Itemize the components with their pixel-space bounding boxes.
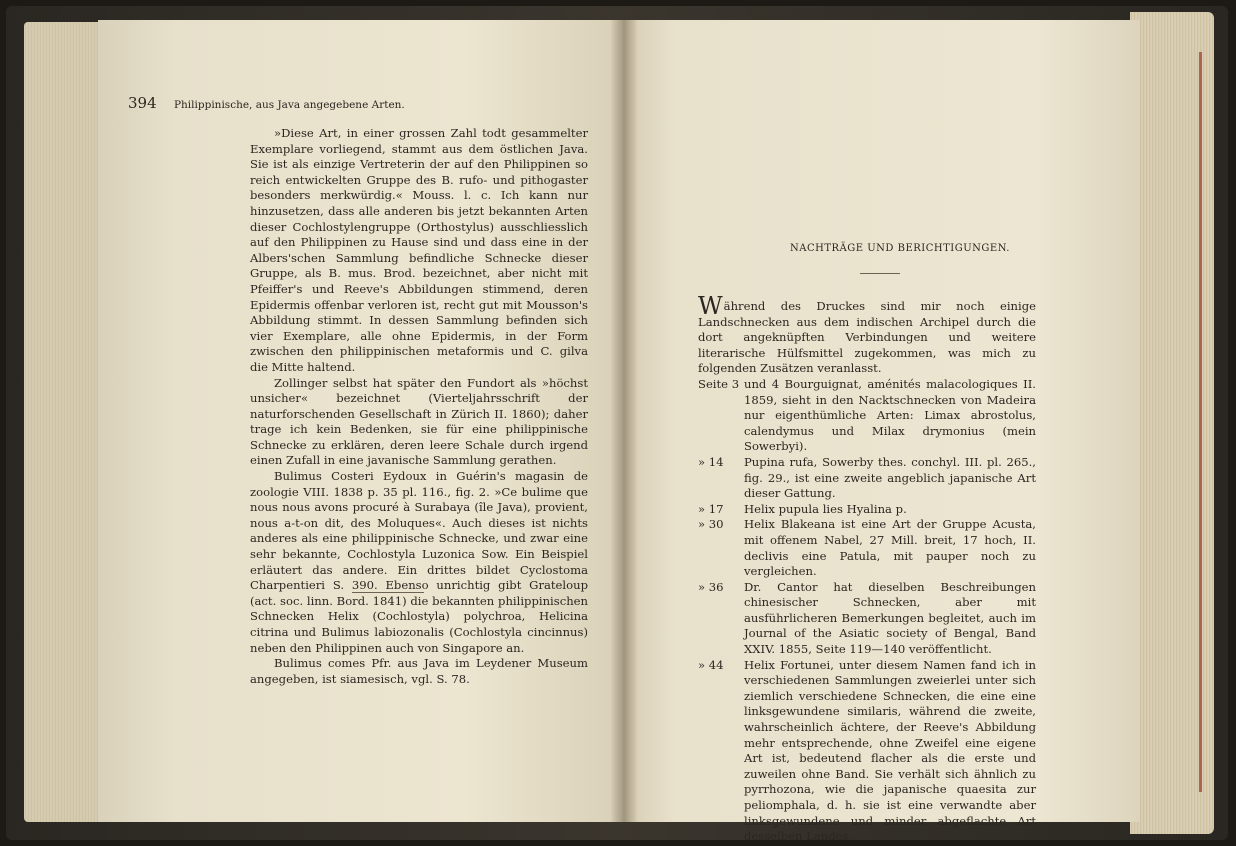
entry-label: » 44: [698, 657, 724, 672]
paragraph: Bulimus Costeri Eydoux in Guérin's magasin de zoologie VIII. 1838 p. 35 pl. 116., fig. 2. »Ce bulime que nous nous avons procuré à Surabaya (île Java), provient, nous a-t-on dit, des Moluques«. Auch dieses ist nichts anderes als eine philippinische Schnecke, und zwar eine sehr bekannte, Cochlostyla Luzonica Sow. Ein Beispiel erläutert das andere. Ein drittes bildet Cyclostoma Charpentieri S. 390. Ebenso unrichtig gibt Grateloup (act. soc. linn. Bord. 1841) die bekannten philippinischen Schnecken Helix (Cochlostyla) polychroa, Helicina citrina und Bulimus labiozonalis (Cochlostyla cincinnus) neben den Philippinen auch von Singapore an.: [250, 469, 588, 655]
page-number: 394: [128, 94, 157, 112]
left-page-stack: [24, 22, 104, 822]
running-head-title: Philippinische, aus Java angegebene Arten.: [173, 99, 405, 111]
right-page-stack: [1130, 12, 1214, 834]
right-page-body: [698, 292, 1036, 845]
entry-text: Helix Fortunei, unter diesem Namen fand ich in verschiedenen Sammlungen zweierlei unter sich ziemlich verschiedene Schnecken, die eine eine linksgewundene similaris, während die zweite, wahrscheinlich ächtere, der Reeve's Abbildung mehr entsprechende, ohne Zweifel eine eigene Art ist, bedeutend flacher als die erste und zuweilen ohne Band. Sie verhält sich ähnlich zu pyrrhozona, wie die japanische quaesita zur peliomphala, d. h. sie ist eine verwandte aber linksgewundene und minder abgeflachte Art desselben Landes.: [744, 657, 1036, 844]
entry-text: Helix pupula lies Hyalina p.: [744, 501, 907, 516]
list-item: [698, 658, 1036, 845]
left-page-body: [250, 126, 588, 687]
intro-paragraph: [698, 292, 1036, 377]
entry-label: » 17: [698, 501, 724, 516]
entry-text: Pupina rufa, Sowerby thes. conchyl. III. pl. 265., fig. 29., ist eine zweite angeblich japanische Art dieser Gattung.: [744, 454, 1036, 501]
entry-text: Helix Blakeana ist eine Art der Gruppe Acusta, mit offenem Nabel, 27 Mill. breit, 17 hoch, II. declivis eine Patula, mit pauper noch zu vergleichen.: [744, 517, 1036, 579]
list-item: [698, 580, 1036, 658]
paragraph: »Diese Art, in einer grossen Zahl todt gesammelter Exemplare vorliegend, stammt aus dem östlichen Java. Sie ist als einzige Vertreterin der auf den Philippinen so reich entwickelten Gruppe des B. rufo- und pithogaster besonders merkwürdig.« Mouss. l. c. Ich kann nur hinzusetzen, dass alle anderen bis jetzt bekannten Arten dieser Cochlostylengruppe (Orthostylus) ausschliesslich auf den Philippinen zu Hause sind und dass eine in der Albers'schen Sammlung befindliche Schnecke dieser Gruppe, als B. mus. Brod. bezeichnet, aber nicht mit Pfeiffer's und Reeve's Abbildungen stimmend, deren Epidermis offenbar verloren ist, recht gut mit Mousson's Abbildung stimmt. In dessen Sammlung befinden sich vier Exemplare, alle ohne Epidermis, in der Form zwischen den philippinischen metaformis und C. gilva die Mitte haltend.: [250, 126, 588, 374]
entry-label: » 14: [698, 454, 724, 469]
page-edge-marking: [1199, 52, 1202, 792]
paragraph: Bulimus comes Pfr. aus Java im Leydener Museum angegeben, ist siamesisch, vgl. S. 78.: [250, 656, 588, 686]
paragraph: Zollinger selbst hat später den Fundort als »höchst unsicher« bezeichnet (Vierteljahrsschrift der naturforschenden Gesellschaft in Zürich II. 1860); daher trage ich kein Bedenken, sie für eine philippinische Schnecke zu erklären, deren leere Schale durch irgend einen Zufall in eine javanische Sammlung gerathen.: [250, 375, 588, 468]
end-rule: [352, 592, 424, 593]
intro-text: ährend des Druckes sind mir noch einige Landschnecken aus dem indischen Archipel durch die dort angeknüpften Verbindungen und weitere literarische Hülfsmittel zugekommen, was mich zu folgenden Zusätzen veranlasst.: [698, 299, 1036, 376]
list-item: [698, 502, 1036, 518]
list-item: [698, 377, 1036, 455]
entry-text: und 4 Bourguignat, aménités malacologiques II. 1859, sieht in den Nacktschnecken von Madeira nur eigenthümliche Arten: Limax abrostolus, calendymus und Milax drymonius (mein Sowerbyi).: [744, 376, 1036, 454]
entry-label: » 30: [698, 517, 724, 532]
running-head: [128, 94, 598, 116]
entry-label: » 36: [698, 579, 724, 594]
entry-label: Seite 3: [698, 376, 740, 391]
list-item: [698, 517, 1036, 579]
list-item: [698, 455, 1036, 502]
drop-cap: W: [698, 292, 723, 320]
book-gutter: [610, 20, 638, 822]
heading-rule: [860, 273, 900, 274]
section-heading: NACHTRÄGE UND BERICHTIGUNGEN.: [790, 243, 1010, 254]
entry-text: Dr. Cantor hat dieselben Beschreibungen chinesischer Schnecken, aber mit ausführlicheren Bemerkungen begleitet, auch im Journal of the Asiatic society of Bengal, Band XXIV. 1855, Seite 119—140 veröffentlicht.: [744, 579, 1036, 657]
